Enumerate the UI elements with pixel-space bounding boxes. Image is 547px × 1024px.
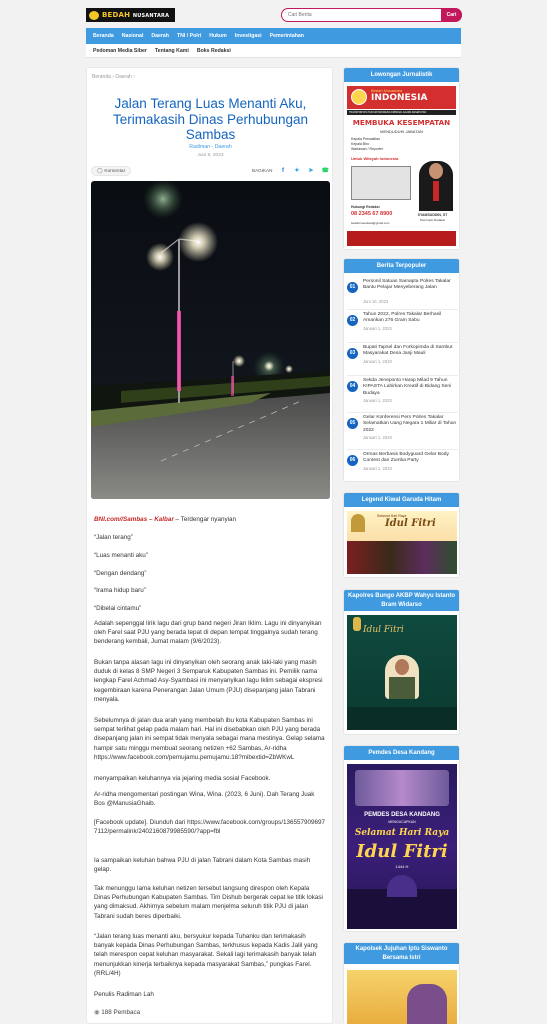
divider (347, 375, 458, 376)
breadcrumb-beranda[interactable]: Beranda (92, 74, 111, 80)
popular-item-title[interactable]: Ormas Berbasis Bodyguard Gelar Body Contest dan Zumba Party (363, 452, 449, 464)
kapolsek-banner[interactable] (347, 970, 457, 1024)
widget-title: Legend Kiwal Garuda Hitam (344, 493, 459, 507)
nav-tni-polri[interactable]: TNI / Polri (176, 33, 202, 39)
share-label: BAGIKAN (252, 168, 273, 173)
banner-greeting: Idul Fitri (363, 625, 404, 635)
ad-person-name: SYAMSUDDIN, ST (417, 213, 448, 217)
facebook-icon[interactable]: f (281, 167, 284, 174)
rank-badge: 06 (347, 455, 358, 466)
ad-subhead: MENDUDUKI JABATAN (380, 129, 423, 134)
main-nav (86, 28, 461, 44)
ad-region: Untuk Wilayah Indonesia (351, 156, 399, 161)
widget-pemdes-kandang (343, 745, 460, 932)
divider (347, 449, 458, 450)
author-credit: Penulis Radiman Lah (94, 991, 154, 998)
twitter-icon[interactable]: ✦ (294, 168, 300, 174)
nav-pedoman-media-siber[interactable]: Pedoman Media Siber (93, 47, 147, 54)
lyric-line: “Luas menanti aku” (94, 552, 148, 559)
article-paragraph: Adalah sepenggal lirik lagu dari grup band negeri Jiran Iklim. Lagu ini dinyanyikan oleh Farel saat PJU yang berada tepat di depan tempat tinggalnya sudah terang benderang kembali, Jumat malam (9/6/2023). (94, 620, 322, 646)
ad-headline: MEMBUKA KESEMPATAN (352, 118, 451, 127)
idul-fitri-banner[interactable] (347, 511, 457, 574)
breadcrumb: Beranda › Daerah › (92, 74, 135, 80)
article-paragraph: menyampaikan keluhannya via jejaring media sosial Facebook. (94, 775, 271, 782)
night-street-photo (91, 181, 330, 499)
nav-nasional[interactable]: Nasional (121, 33, 144, 39)
ad-email: bedahnusantara@gmail.com (351, 221, 390, 225)
nav-boks-redaksi[interactable]: Boks Redaksi (196, 47, 231, 54)
banner-greeting-big: Idul Fitri (356, 841, 448, 862)
kapolres-banner[interactable] (347, 615, 457, 730)
search-input[interactable] (288, 10, 436, 20)
divider (347, 412, 458, 413)
lead-paragraph: BNI.com//Sambas – Kalbar – Terdengar nyanyian (94, 516, 236, 523)
job-ad-banner[interactable] (347, 86, 456, 246)
rank-badge: 01 (347, 282, 358, 293)
banner-line1: PEMDES DESA KANDANG (364, 812, 440, 818)
widget-lowongan (343, 67, 460, 250)
rank-badge: 02 (347, 315, 358, 326)
popular-item-date: Januari 1, 2023 (363, 435, 392, 441)
category-link[interactable]: Daerah (214, 144, 232, 150)
mosque-dome-icon (351, 514, 365, 532)
ad-contact-label: Hubungi Redaksi (351, 205, 380, 209)
nav-investigasi[interactable]: Investigasi (234, 33, 262, 39)
banner-year: 1444 H (395, 864, 409, 869)
article-paragraph: Tak menunggu lama keluhan netizen tersebut langsung direspon oleh Kepala Dinas Perhubungan Kabupaten Sambas. Tim Dishub bergerak cepat ke titik lokasi yang dimaksud. Akhirnya sebelum malam menjelma seluruh titik PJU di jalan Tabrani sudah beres diperbaiki. (94, 885, 323, 920)
rank-badge: 04 (347, 381, 358, 392)
divider (347, 342, 458, 343)
banner-greeting: Selamat Hari Raya (354, 828, 450, 838)
article-title: Jalan Terang Luas Menanti Aku, Terimakasih Dinas Perhubungan Sambas (112, 96, 309, 142)
widget-kapolsek-jujuhan (343, 942, 460, 1024)
lyric-line: “Irama hidup baru” (94, 587, 146, 594)
mosque-illustration (347, 889, 457, 929)
popular-item-title[interactable]: Gelar Konferensi Pers Polres Takalar Selamatkan Uang Negara 1 Miliar di Tahun 2022 (363, 415, 457, 433)
popular-item-date: Januari 1, 2023 (363, 358, 392, 364)
article-date: Juni 9, 2023 (197, 153, 224, 158)
breadcrumb-daerah[interactable]: Daerah (115, 74, 132, 80)
popular-item-date: Januari 1, 2023 (363, 465, 392, 471)
article-paragraph: Ar-ridha mengomentari postingan Wina, Wina. (2023, 6 Juni). Dah Terang Juak Bos @ManusiaGhaib. (94, 791, 315, 808)
rank-badge: 05 (347, 418, 358, 429)
officer-photo (385, 655, 419, 699)
lyric-line: “Dengan dendang” (94, 570, 147, 577)
banner-greeting: Idul Fitri (385, 518, 436, 529)
nav-pemerintahan[interactable]: Pemerintahan (269, 33, 304, 39)
ad-emblem (351, 89, 367, 105)
widget-terpopuler (343, 258, 460, 482)
article-paragraph: Sebelumnya di jalan dua arah yang membelah ibu kota Kabupaten Sambas ini sempat terlihat gelap pada malam hari. Hal ini disebabkan oleh PJU yang berada disepanjang jalan ini sempat tidak menyala sebagai mana mestinya. Gelap selama hampir satu minggu membuat seorang netizen +62 Sambas, Ar-ridha https://www.facebook.com/pemujamu.pemujamu.18?mibextid=ZbWKwL (94, 717, 325, 761)
rank-badge: 03 (347, 348, 358, 359)
widget-title: Lowongan Jurnalistik (344, 68, 459, 82)
ad-country: INDONESIA (371, 93, 428, 103)
whatsapp-icon[interactable]: ☎ (321, 168, 329, 174)
ad-person-photo (419, 161, 453, 211)
officials-photo (355, 770, 449, 806)
telegram-icon[interactable]: ➤ (308, 168, 314, 174)
banner-greeting-top: Selamat Hari Raya (377, 514, 407, 518)
logo-emblem (89, 11, 99, 20)
nav-beranda[interactable]: Beranda (93, 33, 114, 39)
popular-item-date: Januari 1, 2023 (363, 325, 392, 331)
nav-daerah[interactable]: Daerah (151, 33, 169, 39)
article-paragraph: Bukan tanpa alasan lagu ini dinyanyikan oleh seorang anak laki-laki yang masih duduk di kelas 8 SMP Negeri 3 Semparuk Kabupaten Sambas ini. Pemilik nama lengkap Farel Achmad Asy-Syambasi ini menyanyikan lagu Iklim sebagai ekspresi kegembiraan karena Penerangan Jalan Umum (PJU) disepanjang jalan Tabrani menyala. (94, 659, 323, 703)
article-paragraph: Ia sampaikan keluhan bahwa PJU di jalan Tabrani dalam Kota Sambas masih gelap. (94, 857, 311, 874)
search-bar (281, 8, 462, 22)
lyric-line: “Jalan terang” (94, 534, 133, 541)
source-link[interactable]: BNI.com//Sambas – Kalbar (94, 516, 174, 523)
widget-title: Kapolres Bungo AKBP Wahyu Istanto Bram Widarso (344, 590, 459, 611)
banner-line2: MENGUCAPKAN (388, 820, 416, 824)
lantern-icon (353, 617, 361, 631)
divider (347, 309, 458, 310)
group-photo (347, 541, 457, 574)
logo-text: BEDAH NUSANTARA (102, 11, 170, 19)
popular-item-date: Juni 10, 2023 (363, 299, 389, 305)
ad-menu: TRANSPORTASI HUKUM INDONESIA KRIMINAL AGAMA KESEHATAN (347, 110, 456, 115)
article-card (86, 67, 333, 1024)
ad-brand: Bedah Nusantara (371, 88, 403, 93)
popular-item-title[interactable]: Sekda Jeneponto Harap Milad 9 Tahun KIPASTA Lahirkan Kreatif di Bidang Seni Budaya (363, 378, 452, 396)
featured-image (91, 181, 330, 499)
pemdes-banner[interactable] (347, 764, 457, 929)
ad-positions: Kepala Perwakilan Kepala Biro Wartawan / Reporter (351, 137, 384, 151)
view-count: ◉ 188 Pembaca (94, 1009, 141, 1016)
secondary-nav (86, 44, 461, 58)
site-logo[interactable] (86, 8, 175, 22)
search-button[interactable]: Cari (441, 8, 462, 22)
popular-item-date: Januari 1, 2023 (363, 398, 392, 404)
ad-phone: 08 2345 67 8900 (351, 211, 393, 217)
nav-hukum[interactable]: Hukum (209, 33, 227, 39)
author-link[interactable]: Radiman (189, 144, 211, 150)
widget-title: Kapolsek Jujuhan Iptu Siswanto Bersama Istri (344, 943, 459, 964)
couple-photo (407, 984, 447, 1024)
article-meta: Radiman - Daerah (189, 144, 232, 150)
lyric-line: “Dibelai cintamu” (94, 605, 142, 612)
comment-icon: ◯ (97, 168, 103, 174)
comment-label: Komentar (104, 168, 126, 174)
widget-title: Pemdes Desa Kandang (344, 746, 459, 760)
popular-item-title[interactable]: Bupati Tapsel dan Forkopimda di Sambut Masyarakat Desa Janji Mauli (363, 345, 453, 357)
widget-title: Berita Terpopuler (344, 259, 459, 273)
widget-kapolres-bungo (343, 589, 460, 735)
popular-item-title[interactable]: Tahun 2022, Polres Takalar Berhasil Amankan 276 Gram Sabu (363, 312, 442, 324)
share-bar (252, 167, 328, 174)
widget-legend-kiwal (343, 492, 460, 578)
ad-person-role: Pemimpin Redaksi (419, 218, 445, 222)
eye-icon: ◉ (94, 1009, 100, 1016)
popular-item-title[interactable]: Personil Satuan Samapta Polres Takalar Bantu Pelajar Menyeberang Jalan (363, 279, 451, 291)
site-header (0, 0, 547, 28)
ad-device-graphic (351, 166, 411, 200)
nav-tentang-kami[interactable]: Tentang Kami (154, 47, 189, 54)
article-paragraph: [Facebook update]. Diunduh dari https://www.facebook.com/groups/1365579096977112/permalink/2402160879985590/?app=fbl (94, 819, 326, 836)
comment-button[interactable] (91, 166, 131, 176)
article-paragraph: “Jalan terang luas menanti aku, bersyukur kepada Tuhanku dan terimakasih banyak kepada Dinas Perhubungan Sambas, terkhusus kepada Kadis Jalil yang telah merespon cepat keluhan masyarakat. Sekali lagi terimakasih banyak telah menunjukkan kinerja terbaiknya kepada masyarakat Sambas,” pungkas Farel. (RRL/4H) (94, 933, 318, 977)
